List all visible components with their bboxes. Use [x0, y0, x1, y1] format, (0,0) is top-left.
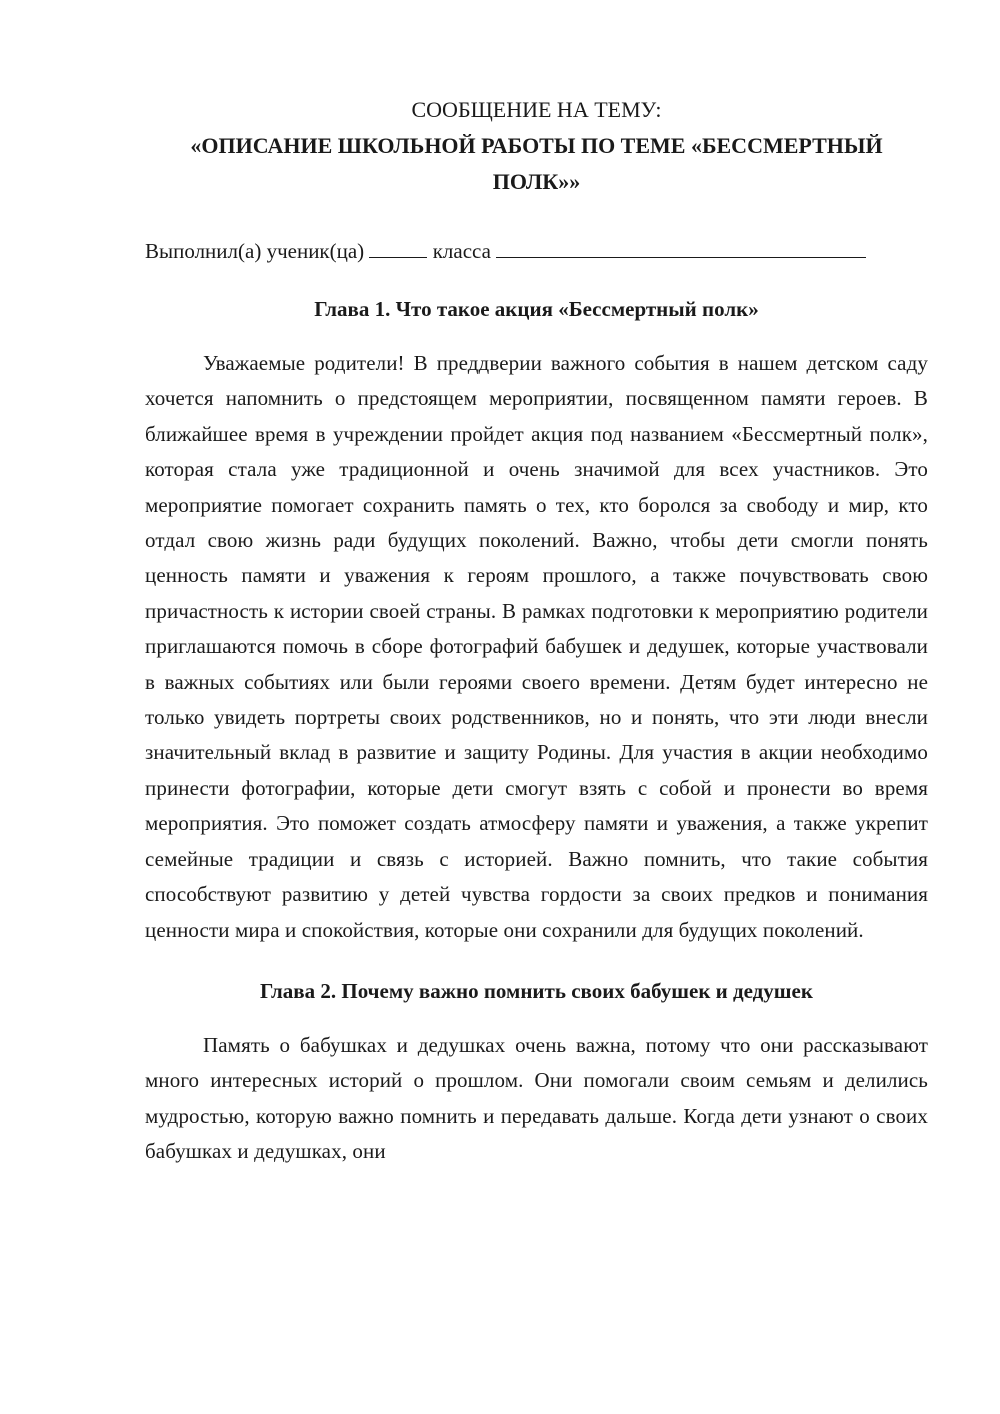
chapter-2-paragraph: Память о бабушках и дедушках очень важна, потому что они рассказывают много интересных историй о прошлом. Они помогали своим семьям и делились мудростью, которую важно помнить и передавать дальше. Когда дети узнают о своих бабушках и дедушках, они: [145, 1032, 928, 1164]
document-title: «ОПИСАНИЕ ШКОЛЬНОЙ РАБОТЫ ПО ТЕМЕ «БЕССМЕРТНЫЙ ПОЛК»»: [190, 133, 883, 194]
class-number-blank[interactable]: [369, 237, 427, 258]
author-prefix: Выполнил(а) ученик(ца): [145, 239, 365, 263]
student-name-blank[interactable]: [496, 237, 866, 258]
document-title-line1: СООБЩЕНИЕ НА ТЕМУ:: [411, 97, 662, 122]
document-page: [145, 92, 928, 1170]
author-line: [145, 236, 928, 266]
chapter-1-heading: Глава 1. Что такое акция «Бессмертный полк»: [314, 297, 759, 321]
chapter-2-heading: Глава 2. Почему важно помнить своих бабушек и дедушек: [260, 978, 813, 1003]
author-class-label: класса: [432, 239, 491, 263]
chapter-1-paragraph: Уважаемые родители! В преддверии важного события в нашем детском саду хочется напомнить о предстоящем мероприятии, посвященном памяти героев. В ближайшее время в учреждении пройдет акция под названием «Бессмертный полк», которая стала уже традиционной и очень значимой для всех участников. Это мероприятие помогает сохранить память о тех, кто боролся за свободу и мир, кто отдал свою жизнь ради будущих поколений. Важно, чтобы дети смогли понять ценность памяти и уважения к героям прошлого, а также почувствовать свою причастность к истории своей страны. В рамках подготовки к мероприятию родители приглашаются помочь в сборе фотографий бабушек и дедушек, которые участвовали в важных событиях или были героями своего времени. Детям будет интересно не только увидеть портреты своих родственников, но и понять, что эти люди внесли значительный вклад в развитие и защиту Родины. Для участия в акции необходимо принести фотографии, которые дети смогут взять с собой и пронести во время мероприятия. Это поможет создать атмосферу памяти и уважения, а также укрепит семейные традиции и связь с историей. Важно помнить, что такие события способствуют развитию у детей чувства гордости за своих предков и понимания ценности мира и спокойствия, которые они сохранили для будущих поколений.: [145, 351, 928, 942]
